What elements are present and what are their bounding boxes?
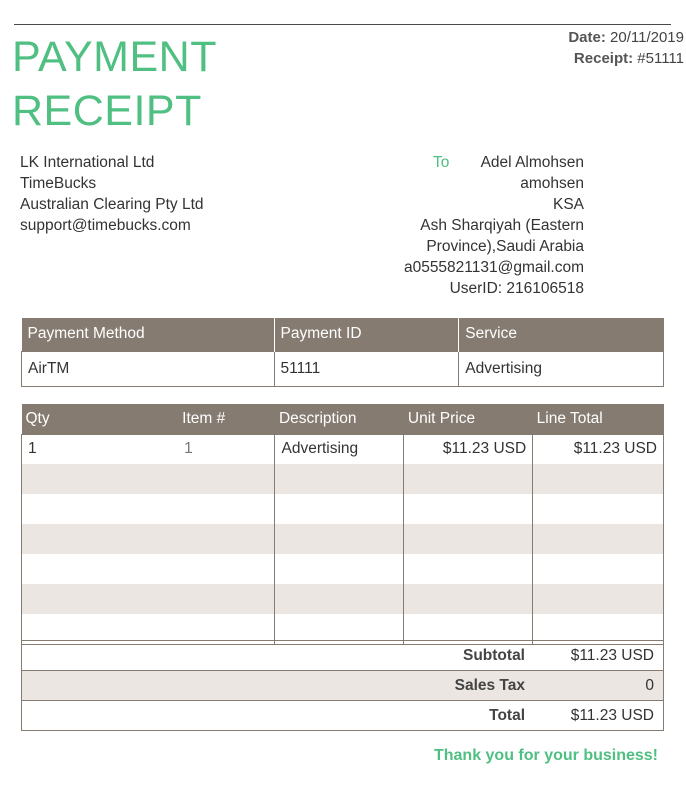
sales-tax-label: Sales Tax bbox=[454, 677, 525, 694]
page-title bbox=[12, 30, 217, 138]
line-items-table bbox=[21, 404, 664, 645]
recipient-country: KSA bbox=[552, 196, 584, 213]
sales-tax-value: 0 bbox=[645, 677, 654, 694]
table-row bbox=[22, 494, 664, 524]
column-header: Service bbox=[459, 318, 664, 351]
table-row bbox=[22, 434, 664, 464]
title-line-1: PAYMENT bbox=[12, 33, 217, 81]
column-header: Unit Price bbox=[404, 404, 533, 434]
item-number-cell: 1 bbox=[178, 434, 275, 464]
sender-line: LK International Ltd bbox=[20, 154, 155, 171]
service-cell: Advertising bbox=[459, 351, 664, 386]
total-row bbox=[22, 700, 663, 730]
table-row bbox=[22, 524, 664, 554]
column-header: Payment Method bbox=[22, 318, 275, 351]
recipient-username: amohsen bbox=[520, 175, 584, 192]
recipient-email: a0555821131@gmail.com bbox=[403, 259, 584, 276]
sender-address bbox=[20, 152, 204, 236]
sender-email: support@timebucks.com bbox=[20, 217, 191, 234]
subtotal-row bbox=[22, 640, 663, 670]
column-header: Payment ID bbox=[274, 318, 459, 351]
table-row bbox=[22, 554, 664, 584]
recipient-address-line: Province),Saudi Arabia bbox=[426, 238, 584, 255]
payment-info-table bbox=[21, 318, 664, 387]
sender-line: TimeBucks bbox=[20, 175, 97, 192]
table-header-row bbox=[22, 318, 664, 351]
date-value: 20/11/2019 bbox=[610, 29, 684, 46]
unit-price-cell: $11.23 USD bbox=[404, 434, 533, 464]
table-header-row bbox=[22, 404, 664, 434]
date-row bbox=[568, 27, 684, 48]
subtotal-label: Subtotal bbox=[463, 647, 525, 664]
table-row bbox=[22, 351, 664, 386]
line-total-cell: $11.23 USD bbox=[533, 434, 664, 464]
column-header: Item # bbox=[178, 404, 275, 434]
subtotal-value: $11.23 USD bbox=[570, 647, 654, 664]
description-cell: Advertising bbox=[275, 434, 404, 464]
receipt-meta bbox=[568, 27, 684, 69]
sales-tax-row bbox=[22, 670, 663, 700]
receipt-number: #51111 bbox=[637, 50, 684, 67]
recipient-address-line: Ash Sharqiyah (Eastern bbox=[420, 217, 584, 234]
top-divider bbox=[14, 24, 671, 25]
total-value: $11.23 USD bbox=[570, 707, 654, 724]
title-line-2: RECEIPT bbox=[12, 87, 202, 135]
total-label: Total bbox=[489, 707, 525, 724]
receipt-row bbox=[568, 48, 684, 69]
receipt-label: Receipt: bbox=[573, 50, 634, 67]
column-header: Line Total bbox=[533, 404, 664, 434]
sender-line: Australian Clearing Pty Ltd bbox=[20, 196, 204, 213]
table-row bbox=[22, 464, 664, 494]
recipient-label: To bbox=[433, 154, 450, 171]
column-header: Qty bbox=[22, 404, 179, 434]
payment-id-cell: 51111 bbox=[274, 351, 459, 386]
table-row bbox=[22, 584, 664, 614]
recipient-address bbox=[404, 152, 584, 299]
column-header: Description bbox=[275, 404, 404, 434]
recipient-userid: UserID: 216106518 bbox=[449, 280, 584, 297]
payment-method-cell: AirTM bbox=[22, 351, 275, 386]
totals-block bbox=[21, 640, 664, 731]
recipient-name: Adel Almohsen bbox=[480, 154, 584, 171]
thank-you-message: Thank you for your business! bbox=[433, 747, 658, 764]
qty-cell: 1 bbox=[22, 434, 179, 464]
date-label: Date: bbox=[568, 29, 606, 46]
